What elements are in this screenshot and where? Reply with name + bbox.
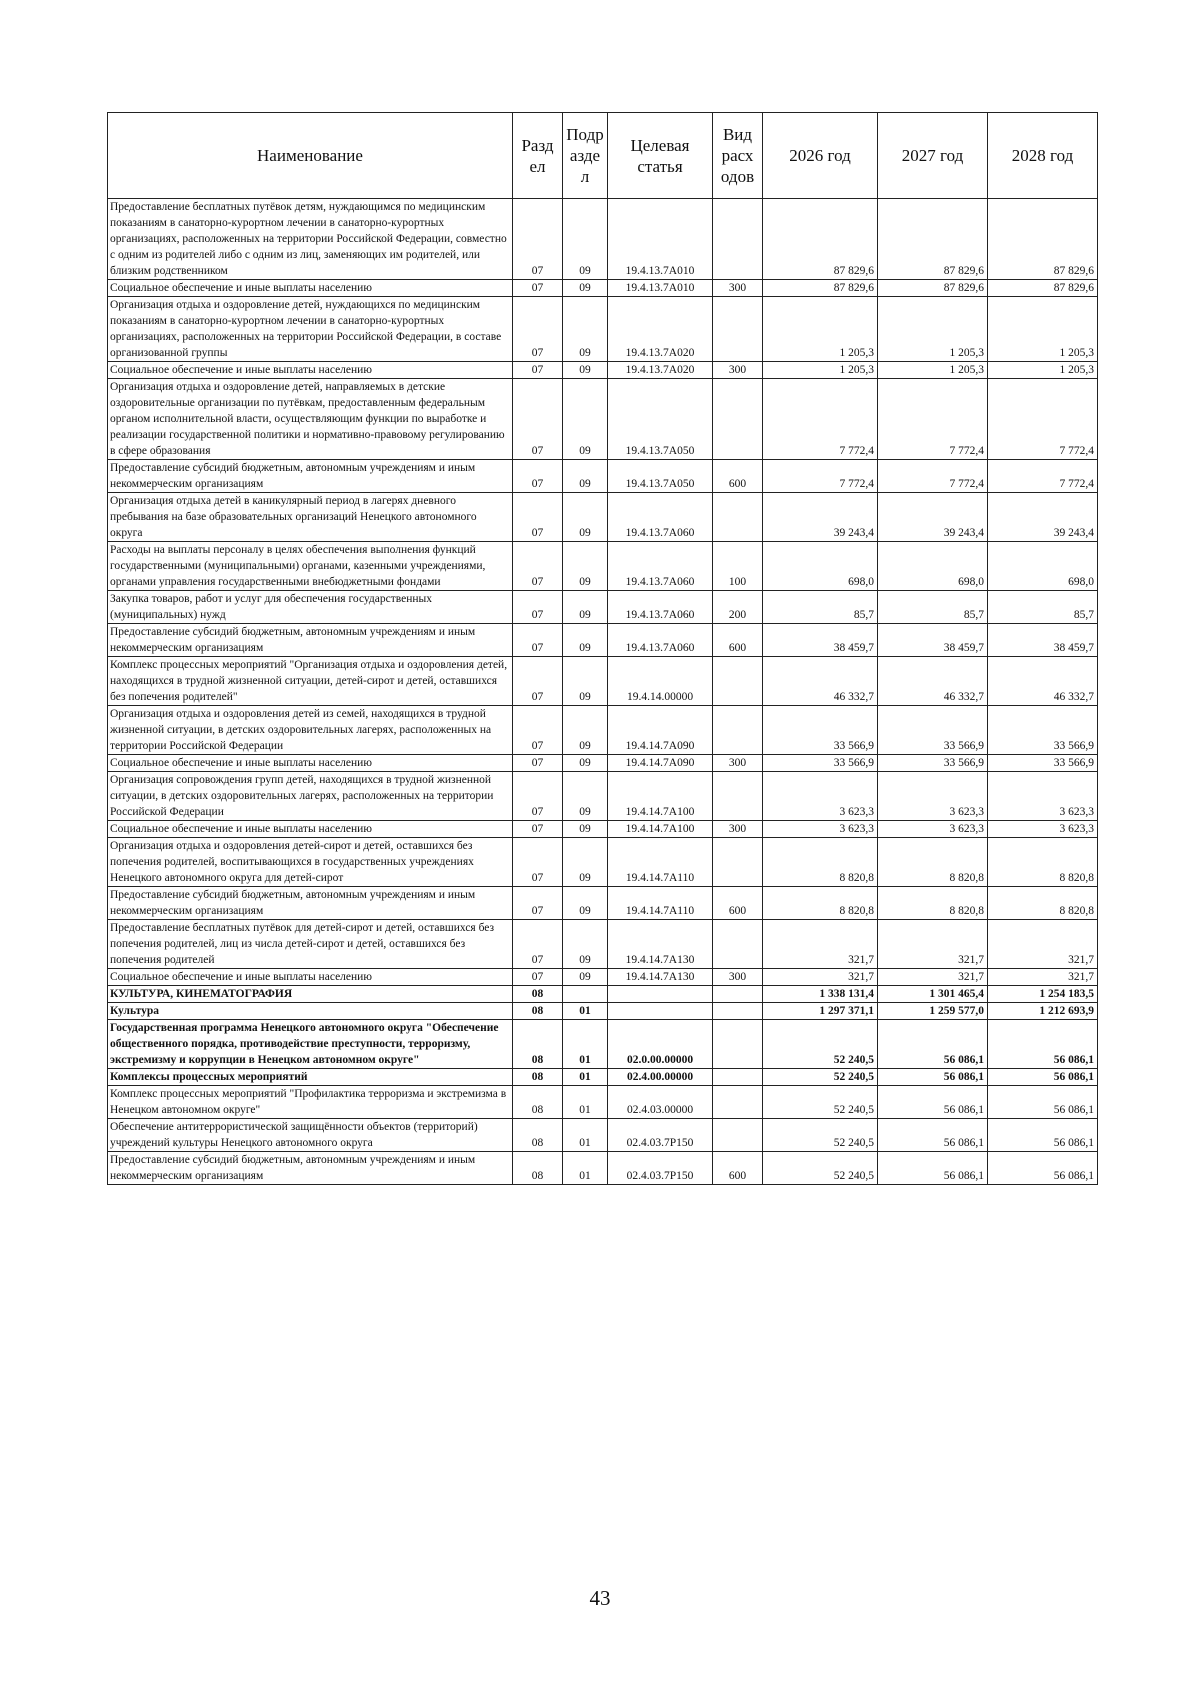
cell-vid	[713, 657, 763, 706]
table-row	[108, 772, 1098, 821]
cell-2027: 33 566,9	[878, 755, 988, 772]
cell-target: 19.4.14.7А100	[608, 821, 713, 838]
cell-podrazdel: 01	[563, 1119, 608, 1152]
cell-podrazdel: 09	[563, 624, 608, 657]
cell-podrazdel: 09	[563, 542, 608, 591]
cell-vid: 300	[713, 755, 763, 772]
table-row	[108, 887, 1098, 920]
cell-razdel: 07	[513, 362, 563, 379]
header-podrazdel	[563, 113, 608, 199]
cell-2027: 56 086,1	[878, 1069, 988, 1086]
cell-vid: 300	[713, 821, 763, 838]
cell-name: Государственная программа Ненецкого автономного округа "Обеспечение общественного порядка, противодействие преступности, терроризму, экстремизму и коррупции в Ненецком автономном округе"	[108, 1020, 513, 1069]
cell-podrazdel	[563, 986, 608, 1003]
cell-vid: 600	[713, 1152, 763, 1185]
table-row	[108, 1003, 1098, 1020]
cell-vid: 300	[713, 362, 763, 379]
header-2026: 2026 год	[763, 113, 878, 199]
table-row	[108, 706, 1098, 755]
cell-name: Социальное обеспечение и иные выплаты населению	[108, 821, 513, 838]
cell-vid	[713, 920, 763, 969]
cell-2027: 56 086,1	[878, 1152, 988, 1185]
table-row	[108, 1069, 1098, 1086]
header-vid-text: Вид расх одов	[720, 125, 755, 186]
cell-razdel: 07	[513, 379, 563, 460]
cell-razdel: 08	[513, 1119, 563, 1152]
cell-2026: 39 243,4	[763, 493, 878, 542]
cell-name: Предоставление субсидий бюджетным, автономным учреждениям и иным некоммерческим организациям	[108, 460, 513, 493]
cell-2027: 8 820,8	[878, 838, 988, 887]
cell-razdel: 07	[513, 706, 563, 755]
cell-name: Социальное обеспечение и иные выплаты населению	[108, 280, 513, 297]
cell-razdel: 07	[513, 838, 563, 887]
cell-2027: 33 566,9	[878, 706, 988, 755]
cell-2028: 87 829,6	[988, 199, 1098, 280]
cell-2027: 7 772,4	[878, 460, 988, 493]
cell-2026: 3 623,3	[763, 821, 878, 838]
cell-target: 19.4.14.7А090	[608, 706, 713, 755]
cell-name: Организация отдыха и оздоровление детей, направляемых в детские оздоровительные организации по путёвкам, предоставленным федеральным органом исполнительной власти, осуществляющим функции по выработке и реализации государственной политики и нормативно-правовому регулированию в сфере образования	[108, 379, 513, 460]
cell-razdel: 08	[513, 1069, 563, 1086]
table-row	[108, 920, 1098, 969]
cell-podrazdel: 01	[563, 1069, 608, 1086]
cell-name: Расходы на выплаты персоналу в целях обеспечения выполнения функций государственными (муниципальными) органами, казенными учреждениями, органами управления государственными внебюджетными фондами	[108, 542, 513, 591]
header-target-text: Целевая статья	[630, 135, 690, 176]
header-razdel-text: Разд ел	[521, 135, 554, 176]
cell-podrazdel: 09	[563, 838, 608, 887]
cell-2028: 56 086,1	[988, 1086, 1098, 1119]
cell-2027: 46 332,7	[878, 657, 988, 706]
cell-2026: 321,7	[763, 969, 878, 986]
cell-vid	[713, 706, 763, 755]
cell-2027: 3 623,3	[878, 772, 988, 821]
cell-podrazdel: 09	[563, 755, 608, 772]
cell-target: 02.4.03.00000	[608, 1086, 713, 1119]
header-razdel	[513, 113, 563, 199]
table-body	[108, 199, 1098, 1185]
cell-podrazdel: 09	[563, 887, 608, 920]
cell-2028: 38 459,7	[988, 624, 1098, 657]
cell-vid: 200	[713, 591, 763, 624]
table-row	[108, 1119, 1098, 1152]
cell-razdel: 07	[513, 624, 563, 657]
cell-target: 19.4.14.7А110	[608, 887, 713, 920]
cell-target: 19.4.14.7А130	[608, 969, 713, 986]
cell-2027: 1 301 465,4	[878, 986, 988, 1003]
cell-2028: 33 566,9	[988, 755, 1098, 772]
cell-2027: 7 772,4	[878, 379, 988, 460]
cell-razdel: 08	[513, 1086, 563, 1119]
cell-vid: 600	[713, 887, 763, 920]
cell-2028: 56 086,1	[988, 1152, 1098, 1185]
cell-2028: 39 243,4	[988, 493, 1098, 542]
cell-target: 19.4.14.7А110	[608, 838, 713, 887]
cell-2026: 46 332,7	[763, 657, 878, 706]
cell-razdel: 07	[513, 297, 563, 362]
cell-razdel: 07	[513, 920, 563, 969]
cell-name: Предоставление бесплатных путёвок для детей-сирот и детей, оставшихся без попечения родителей, лиц из числа детей-сирот и детей, оставшихся без попечения родителей	[108, 920, 513, 969]
cell-2026: 1 205,3	[763, 297, 878, 362]
cell-target: 19.4.13.7А060	[608, 624, 713, 657]
header-name: Наименование	[108, 113, 513, 199]
cell-vid: 300	[713, 280, 763, 297]
cell-target: 19.4.14.7А100	[608, 772, 713, 821]
cell-2028: 7 772,4	[988, 379, 1098, 460]
cell-2028: 698,0	[988, 542, 1098, 591]
cell-razdel: 07	[513, 969, 563, 986]
cell-2027: 39 243,4	[878, 493, 988, 542]
cell-2028: 1 254 183,5	[988, 986, 1098, 1003]
cell-2026: 52 240,5	[763, 1069, 878, 1086]
cell-2027: 87 829,6	[878, 199, 988, 280]
cell-razdel: 08	[513, 986, 563, 1003]
cell-name: Обеспечение антитеррористической защищённости объектов (территорий) учреждений культуры Ненецкого автономного округа	[108, 1119, 513, 1152]
cell-name: Социальное обеспечение и иные выплаты населению	[108, 755, 513, 772]
cell-vid	[713, 493, 763, 542]
cell-2026: 52 240,5	[763, 1152, 878, 1185]
cell-podrazdel: 01	[563, 1152, 608, 1185]
cell-vid: 600	[713, 460, 763, 493]
table-row	[108, 986, 1098, 1003]
cell-target: 19.4.13.7А060	[608, 542, 713, 591]
cell-razdel: 07	[513, 199, 563, 280]
cell-target: 19.4.14.00000	[608, 657, 713, 706]
table-row	[108, 838, 1098, 887]
cell-2026: 87 829,6	[763, 199, 878, 280]
cell-podrazdel: 09	[563, 821, 608, 838]
cell-podrazdel: 09	[563, 969, 608, 986]
cell-podrazdel: 09	[563, 199, 608, 280]
cell-target: 19.4.13.7А020	[608, 362, 713, 379]
cell-2028: 56 086,1	[988, 1119, 1098, 1152]
cell-2028: 1 212 693,9	[988, 1003, 1098, 1020]
cell-2028: 33 566,9	[988, 706, 1098, 755]
cell-2028: 56 086,1	[988, 1020, 1098, 1069]
cell-target: 19.4.13.7А010	[608, 199, 713, 280]
cell-target: 02.0.00.00000	[608, 1020, 713, 1069]
cell-2027: 8 820,8	[878, 887, 988, 920]
cell-2028: 1 205,3	[988, 297, 1098, 362]
cell-podrazdel: 09	[563, 280, 608, 297]
cell-2027: 1 205,3	[878, 362, 988, 379]
cell-2027: 321,7	[878, 920, 988, 969]
cell-vid: 600	[713, 624, 763, 657]
budget-table	[107, 112, 1098, 1185]
table-row	[108, 460, 1098, 493]
cell-vid	[713, 297, 763, 362]
cell-2026: 1 338 131,4	[763, 986, 878, 1003]
table-row	[108, 591, 1098, 624]
budget-table-sheet	[107, 112, 1097, 1185]
cell-2027: 1 259 577,0	[878, 1003, 988, 1020]
cell-2026: 7 772,4	[763, 379, 878, 460]
cell-target: 02.4.03.7Р150	[608, 1119, 713, 1152]
cell-2027: 3 623,3	[878, 821, 988, 838]
cell-2027: 698,0	[878, 542, 988, 591]
cell-podrazdel: 09	[563, 493, 608, 542]
cell-2028: 321,7	[988, 920, 1098, 969]
cell-2027: 1 205,3	[878, 297, 988, 362]
cell-razdel: 08	[513, 1020, 563, 1069]
cell-2028: 46 332,7	[988, 657, 1098, 706]
cell-razdel: 07	[513, 755, 563, 772]
cell-podrazdel: 09	[563, 706, 608, 755]
cell-vid	[713, 1003, 763, 1020]
cell-vid	[713, 1086, 763, 1119]
cell-name: Организация отдыха детей в каникулярный период в лагерях дневного пребывания на базе образовательных организаций Ненецкого автономного округа	[108, 493, 513, 542]
cell-2026: 52 240,5	[763, 1119, 878, 1152]
cell-2026: 38 459,7	[763, 624, 878, 657]
table-row	[108, 297, 1098, 362]
cell-2026: 3 623,3	[763, 772, 878, 821]
cell-2027: 87 829,6	[878, 280, 988, 297]
cell-2026: 85,7	[763, 591, 878, 624]
cell-vid	[713, 772, 763, 821]
table-row	[108, 657, 1098, 706]
cell-vid	[713, 199, 763, 280]
cell-name: Организация отдыха и оздоровление детей, нуждающихся по медицинским показаниям в санаторно-курортном лечении в санаторно-курортных организациях, расположенных на территории Российской Федерации, в составе организованной группы	[108, 297, 513, 362]
cell-2028: 87 829,6	[988, 280, 1098, 297]
cell-2026: 321,7	[763, 920, 878, 969]
cell-name: Организация отдыха и оздоровления детей-сирот и детей, оставшихся без попечения родителей, воспитывающихся в государственных учреждениях Ненецкого автономного округа для детей-сирот	[108, 838, 513, 887]
cell-razdel: 08	[513, 1152, 563, 1185]
table-row	[108, 755, 1098, 772]
cell-2028: 1 205,3	[988, 362, 1098, 379]
cell-vid	[713, 986, 763, 1003]
cell-podrazdel: 01	[563, 1020, 608, 1069]
cell-target: 02.4.03.7Р150	[608, 1152, 713, 1185]
cell-2027: 38 459,7	[878, 624, 988, 657]
cell-2028: 3 623,3	[988, 821, 1098, 838]
table-row	[108, 280, 1098, 297]
cell-2026: 1 205,3	[763, 362, 878, 379]
cell-podrazdel: 09	[563, 591, 608, 624]
cell-name: Предоставление субсидий бюджетным, автономным учреждениям и иным некоммерческим организациям	[108, 1152, 513, 1185]
cell-2028: 85,7	[988, 591, 1098, 624]
cell-2026: 33 566,9	[763, 755, 878, 772]
header-podrazdel-text: Подр азде л	[566, 125, 604, 186]
cell-2027: 85,7	[878, 591, 988, 624]
cell-podrazdel: 09	[563, 460, 608, 493]
cell-2028: 7 772,4	[988, 460, 1098, 493]
cell-razdel: 08	[513, 1003, 563, 1020]
cell-2026: 698,0	[763, 542, 878, 591]
cell-vid	[713, 1119, 763, 1152]
cell-podrazdel: 09	[563, 362, 608, 379]
cell-razdel: 07	[513, 657, 563, 706]
cell-target: 02.4.00.00000	[608, 1069, 713, 1086]
cell-target	[608, 1003, 713, 1020]
cell-target: 19.4.13.7А020	[608, 297, 713, 362]
cell-name: КУЛЬТУРА, КИНЕМАТОГРАФИЯ	[108, 986, 513, 1003]
cell-2026: 52 240,5	[763, 1020, 878, 1069]
cell-vid	[713, 1069, 763, 1086]
cell-name: Комплекс процессных мероприятий "Профилактика терроризма и экстремизма в Ненецком автономном округе"	[108, 1086, 513, 1119]
cell-target: 19.4.14.7А090	[608, 755, 713, 772]
cell-2028: 3 623,3	[988, 772, 1098, 821]
cell-vid	[713, 838, 763, 887]
cell-2027: 321,7	[878, 969, 988, 986]
cell-podrazdel: 09	[563, 772, 608, 821]
cell-razdel: 07	[513, 493, 563, 542]
page-number: 43	[589, 1586, 611, 1610]
cell-target: 19.4.13.7А060	[608, 591, 713, 624]
cell-target: 19.4.13.7А050	[608, 460, 713, 493]
cell-2026: 8 820,8	[763, 887, 878, 920]
header-vid	[713, 113, 763, 199]
header-target	[608, 113, 713, 199]
cell-podrazdel: 01	[563, 1086, 608, 1119]
cell-podrazdel: 09	[563, 657, 608, 706]
cell-2027: 56 086,1	[878, 1086, 988, 1119]
table-row	[108, 1152, 1098, 1185]
cell-2028: 8 820,8	[988, 887, 1098, 920]
table-header-row	[108, 113, 1098, 199]
cell-2026: 33 566,9	[763, 706, 878, 755]
cell-2026: 87 829,6	[763, 280, 878, 297]
cell-vid	[713, 379, 763, 460]
cell-2027: 56 086,1	[878, 1119, 988, 1152]
cell-target: 19.4.13.7А050	[608, 379, 713, 460]
cell-name: Организация сопровождения групп детей, находящихся в трудной жизненной ситуации, в детских оздоровительных лагерях, расположенных на территории Российской Федерации	[108, 772, 513, 821]
cell-razdel: 07	[513, 591, 563, 624]
cell-name: Социальное обеспечение и иные выплаты населению	[108, 969, 513, 986]
table-row	[108, 379, 1098, 460]
table-row	[108, 821, 1098, 838]
table-row	[108, 493, 1098, 542]
table-row	[108, 199, 1098, 280]
cell-name: Закупка товаров, работ и услуг для обеспечения государственных (муниципальных) нужд	[108, 591, 513, 624]
cell-2026: 52 240,5	[763, 1086, 878, 1119]
cell-vid: 100	[713, 542, 763, 591]
cell-podrazdel: 09	[563, 297, 608, 362]
cell-name: Социальное обеспечение и иные выплаты населению	[108, 362, 513, 379]
header-2027: 2027 год	[878, 113, 988, 199]
cell-target	[608, 986, 713, 1003]
cell-podrazdel: 09	[563, 920, 608, 969]
cell-razdel: 07	[513, 821, 563, 838]
table-row	[108, 362, 1098, 379]
cell-razdel: 07	[513, 542, 563, 591]
cell-2026: 1 297 371,1	[763, 1003, 878, 1020]
table-row	[108, 1020, 1098, 1069]
cell-name: Предоставление субсидий бюджетным, автономным учреждениям и иным некоммерческим организациям	[108, 887, 513, 920]
cell-target: 19.4.14.7А130	[608, 920, 713, 969]
cell-name: Предоставление субсидий бюджетным, автономным учреждениям и иным некоммерческим организациям	[108, 624, 513, 657]
cell-target: 19.4.13.7А060	[608, 493, 713, 542]
cell-2028: 8 820,8	[988, 838, 1098, 887]
cell-name: Комплекс процессных мероприятий "Организация отдыха и оздоровления детей, находящихся в трудной жизненной ситуации, детей-сирот и детей, оставшихся без попечения родителей"	[108, 657, 513, 706]
cell-vid	[713, 1020, 763, 1069]
cell-2026: 7 772,4	[763, 460, 878, 493]
table-row	[108, 969, 1098, 986]
table-row	[108, 542, 1098, 591]
table-row	[108, 1086, 1098, 1119]
cell-razdel: 07	[513, 772, 563, 821]
cell-2028: 56 086,1	[988, 1069, 1098, 1086]
cell-vid: 300	[713, 969, 763, 986]
cell-2027: 56 086,1	[878, 1020, 988, 1069]
cell-name: Организация отдыха и оздоровления детей из семей, находящихся в трудной жизненной ситуации, в детских оздоровительных лагерях, расположенных на территории Российской Федерации	[108, 706, 513, 755]
header-2028: 2028 год	[988, 113, 1098, 199]
cell-2028: 321,7	[988, 969, 1098, 986]
cell-name: Культура	[108, 1003, 513, 1020]
cell-name: Предоставление бесплатных путёвок детям, нуждающимся по медицинским показаниям в санаторно-курортном лечении в санаторно-курортных организациях, расположенных на территории Российской Федерации, совместно с одним из родителей либо с одним из лиц, заменяющих им родителей, или близким родственником	[108, 199, 513, 280]
cell-razdel: 07	[513, 460, 563, 493]
cell-target: 19.4.13.7А010	[608, 280, 713, 297]
cell-razdel: 07	[513, 887, 563, 920]
cell-razdel: 07	[513, 280, 563, 297]
cell-name: Комплексы процессных мероприятий	[108, 1069, 513, 1086]
table-row	[108, 624, 1098, 657]
cell-podrazdel: 09	[563, 379, 608, 460]
cell-2026: 8 820,8	[763, 838, 878, 887]
cell-podrazdel: 01	[563, 1003, 608, 1020]
